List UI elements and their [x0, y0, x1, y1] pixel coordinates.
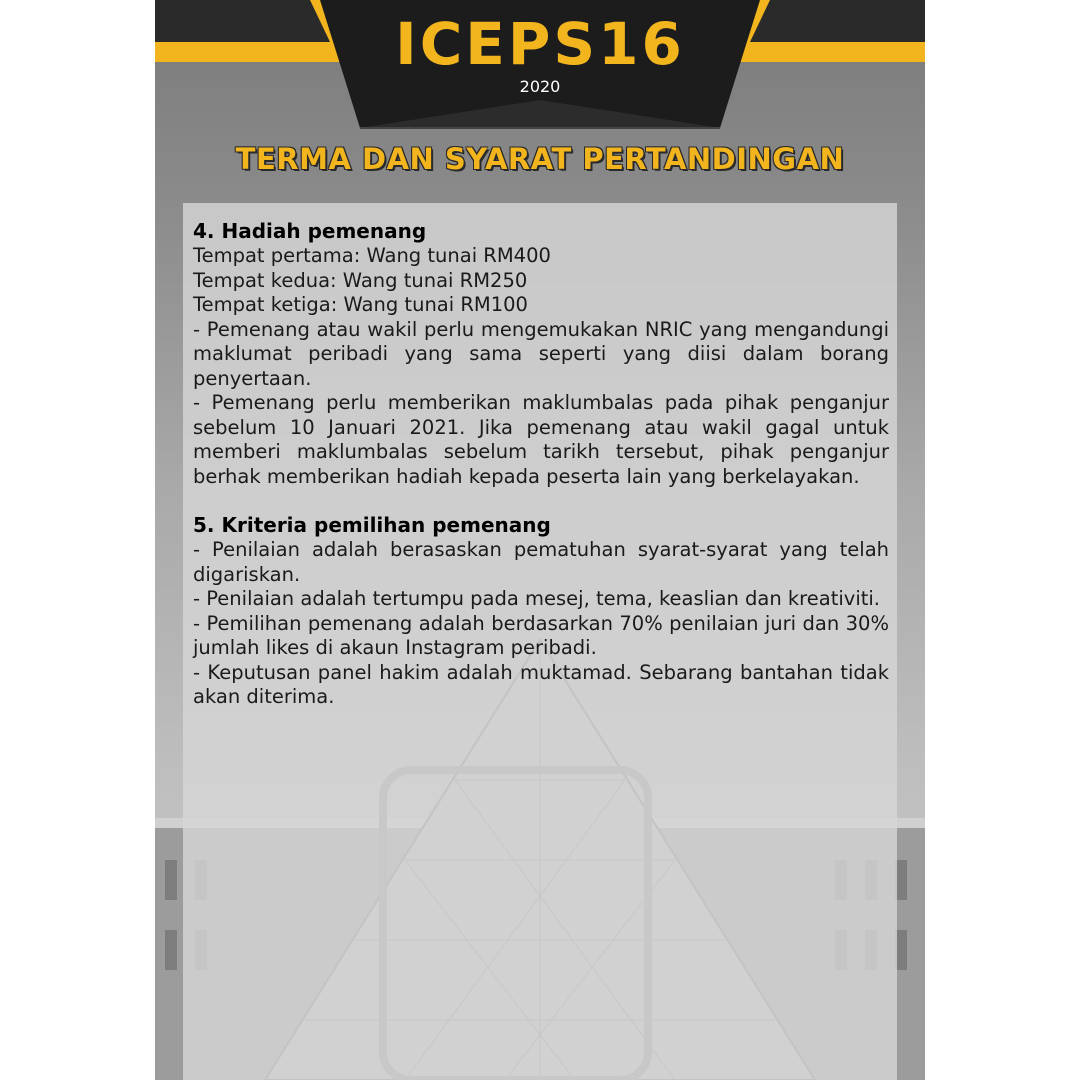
- term-paragraph: - Penilaian adalah tertumpu pada mesej, tema, keaslian dan kreativiti.: [193, 587, 881, 610]
- prize-line: Tempat kedua: Wang tunai RM250: [193, 268, 528, 292]
- event-title: ICEPS16: [395, 10, 685, 78]
- term-paragraph: - Pemenang atau wakil perlu mengemukakan NRIC yang mengandungi maklumat peribadi yang sama seperti yang diisi dalam borang penyertaan.: [193, 317, 889, 390]
- prize-line: Tempat pertama: Wang tunai RM400: [193, 244, 551, 267]
- section-criteria: [193, 513, 889, 710]
- term-paragraph: - Penilaian adalah berasaskan pematuhan syarat-syarat yang telah digariskan.: [193, 538, 889, 586]
- section-prizes: [193, 219, 889, 489]
- section-title: 4. Hadiah pemenang: [193, 219, 427, 243]
- term-paragraph: - Keputusan panel hakim adalah muktamad. Sebarang bantahan tidak akan diterima.: [193, 660, 889, 708]
- terms-content-box: [183, 203, 897, 1080]
- prize-line: Tempat ketiga: Wang tunai RM100: [193, 293, 528, 316]
- section-spacer: [193, 489, 889, 513]
- section-title: 5. Kriteria pemilihan pemenang: [193, 513, 551, 537]
- event-year: 2020: [519, 77, 561, 96]
- term-paragraph: - Pemilihan pemenang adalah berdasarkan 70% penilaian juri dan 30% jumlah likes di akaun Instagram peribadi.: [193, 611, 889, 659]
- page-heading: TERMA DAN SYARAT PERTANDINGAN: [235, 142, 845, 176]
- term-paragraph: - Pemenang perlu memberikan maklumbalas pada pihak penganjur sebelum 10 Januari 2021. Jika pemenang atau wakil gagal untuk memberi maklumbalas sebelum tarikh tersebut, pihak penganjur berhak memberikan hadiah kepada peserta lain yang berkelayakan.: [193, 391, 889, 488]
